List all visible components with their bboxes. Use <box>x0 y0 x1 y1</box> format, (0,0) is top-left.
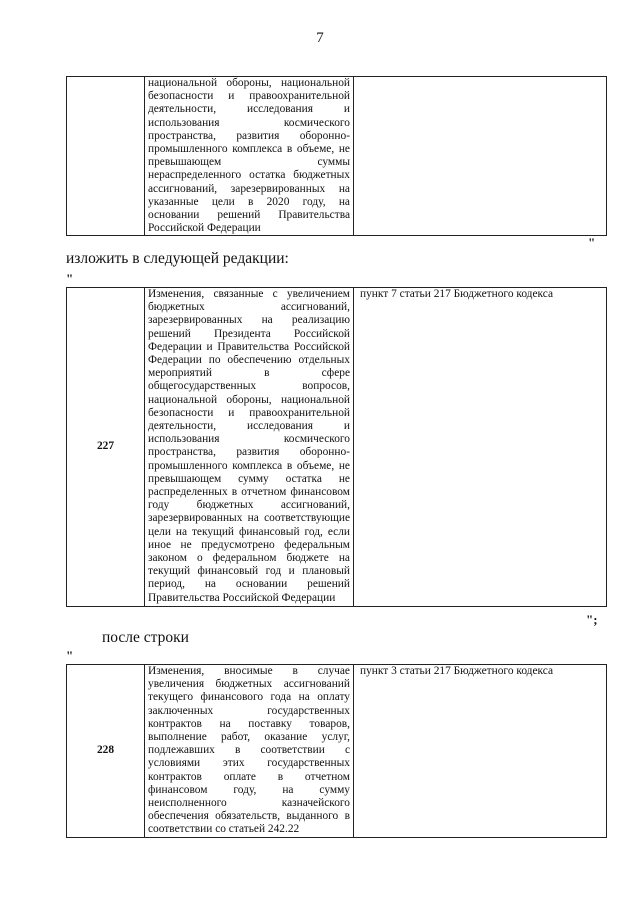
budget-table-row-228 <box>66 664 607 838</box>
table-row <box>67 77 607 236</box>
opening-quote: " <box>66 648 74 663</box>
row-reference <box>354 77 607 236</box>
row-reference: пункт 7 статьи 217 Бюджетного кодекса <box>354 288 607 607</box>
budget-table-row-227 <box>66 287 607 607</box>
row-number: 227 <box>67 288 145 607</box>
closing-quote: "; <box>586 612 598 627</box>
closing-quote: " <box>588 235 596 250</box>
row-description: Изменения, связанные с увеличением бюджетных ассигнований, зарезервированных на реализацию решений Президента Российской Федерации и Правительства Российской Федерации по обеспечению отдельных мероприятий в сфере общегосударственных вопросов, национальной обороны, национальной безопасности и правоохранительной деятельности, исследования и использования космического пространства, развития оборонно-промышленного комплекса в объеме, не превышающем сумму остатка не распределенных в отчетном финансовом году бюджетных ассигнований, зарезервированных на соответствующие цели на текущий финансовый год, если иное не предусмотрено федеральным законом о федеральном бюджете на текущий финансовый год и плановый период, на основании решений Правительства Российской Федерации <box>145 288 354 607</box>
row-number <box>67 77 145 236</box>
row-description: Изменения, вносимые в случае увеличения бюджетных ассигнований текущего финансового года на оплату заключенных государственных контрактов на поставку товаров, выполнение работ, оказание услуг, подлежавших в соответствии с условиями этих государственных контрактов оплате в отчетном финансовом году, на сумму неисполненного казначейского обеспечения обязательств, выданного в соответствии со статьей 242.22 <box>145 665 354 838</box>
insertion-heading: после строки <box>102 629 189 646</box>
table-row <box>67 288 607 607</box>
opening-quote: " <box>66 271 74 286</box>
amendment-heading: изложить в следующей редакции: <box>66 250 289 267</box>
table-row <box>67 665 607 838</box>
row-description: национальной обороны, национальной безопасности и правоохранительной деятельности, исследования и использования космического пространства, развития оборонно-промышленного комплекса в объеме, не превышающем суммы нераспределенного остатка бюджетных ассигнований, зарезервированных на указанные цели в 2020 году, на основании решений Правительства Российской Федерации <box>145 77 354 236</box>
row-reference: пункт 3 статьи 217 Бюджетного кодекса <box>354 665 607 838</box>
budget-table-continuation <box>66 76 607 236</box>
page-number: 7 <box>316 30 324 46</box>
row-number: 228 <box>67 665 145 838</box>
